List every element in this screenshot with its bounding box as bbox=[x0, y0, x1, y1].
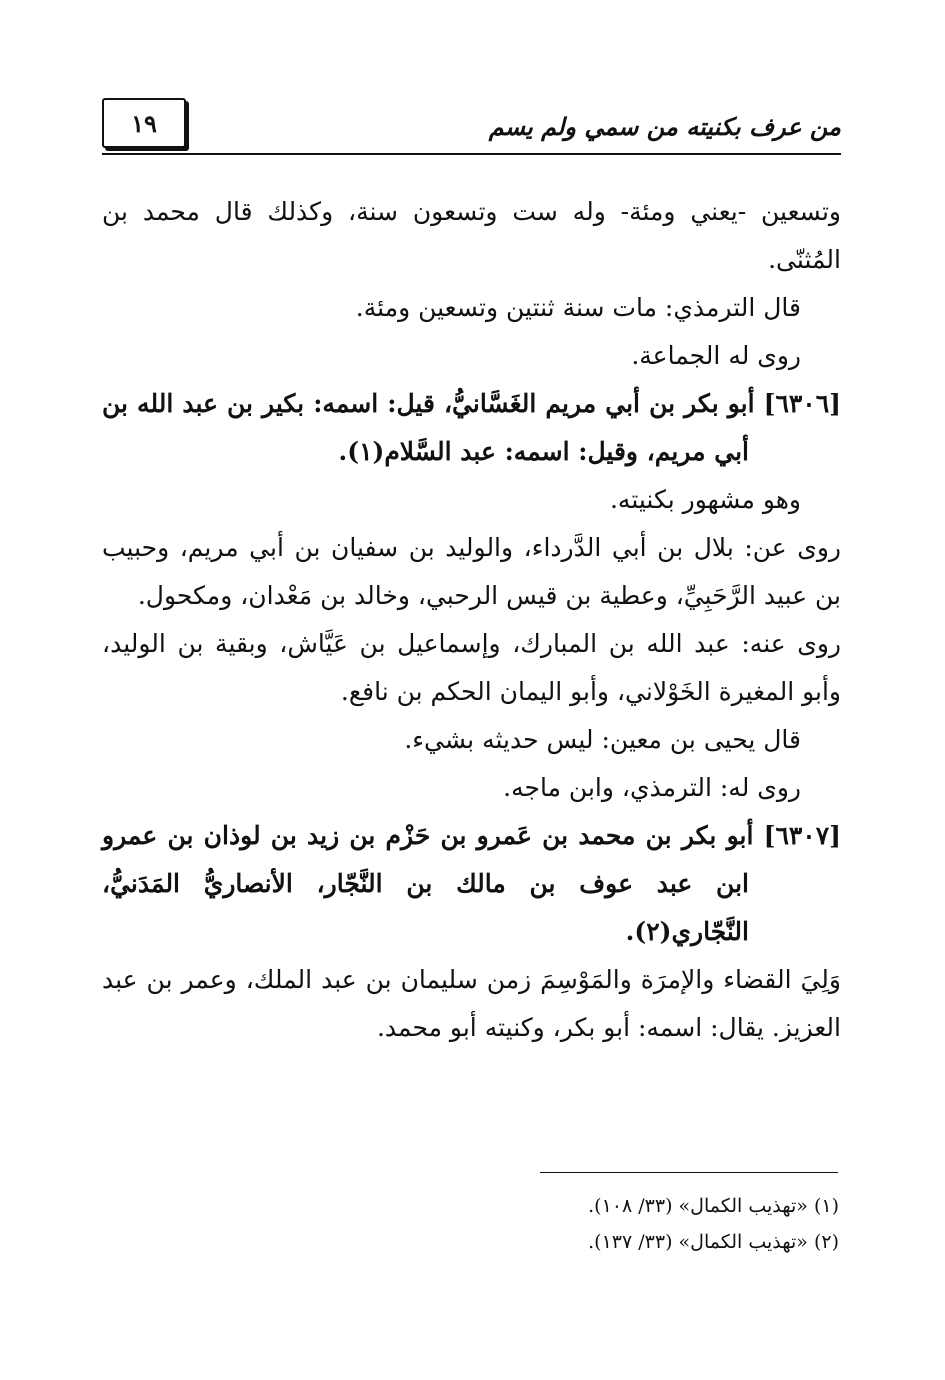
paragraph: وَلِيَ القضاء والإمرَة والمَوْسِمَ زمن سليمان بن عبد الملك، وعمر بن عبد العزيز. يقال: اسمه: أبو بكر، وكنيته أبو محمد. bbox=[102, 965, 841, 1042]
footnote: (١) «تهذيب الكمال» (٣٣/ ١٠٨). bbox=[588, 1195, 839, 1217]
paragraph: قال يحيى بن معين: ليس حديثه بشيء. bbox=[404, 725, 801, 754]
entry-heading: [٦٣٠٦] أبو بكر بن أبي مريم الغَسَّانيُّ، قيل: اسمه: بكير بن عبد الله بن أبي مريم، وقيل: اسمه: عبد السَّلام(١). bbox=[102, 389, 841, 466]
header-rule bbox=[102, 153, 841, 155]
paragraph: روى له الجماعة. bbox=[631, 341, 801, 370]
footnotes bbox=[102, 1188, 839, 1260]
body-text bbox=[102, 188, 841, 1052]
paragraph: وهو مشهور بكنيته. bbox=[609, 485, 801, 514]
footnote-rule bbox=[540, 1172, 838, 1173]
paragraph: قال الترمذي: مات سنة ثنتين وتسعين ومئة. bbox=[355, 293, 801, 322]
running-title: من عرف بكنيته من سمي ولم يسم bbox=[488, 112, 841, 141]
paragraph: وتسعين -يعني ومئة- وله ست وتسعون سنة، وكذلك قال محمد بن المُثنّى. bbox=[102, 197, 841, 274]
entry-heading: [٦٣٠٧] أبو بكر بن محمد بن عَمرو بن حَزْم بن زيد بن لوذان بن عمرو ابن عبد عوف بن مالك بن النَّجّار، الأنصاريُّ المَدَنيُّ، النَّجّاري(٢). bbox=[102, 821, 841, 946]
page-number: ١٩ bbox=[131, 108, 157, 138]
paragraph: روى عن: بلال بن أبي الدَّرداء، والوليد بن سفيان بن أبي مريم، وحبيب بن عبيد الرَّحَبِيِّ، وعطية بن قيس الرحبي، وخالد بن مَعْدان، ومكحول. bbox=[102, 533, 841, 610]
footnote: (٢) «تهذيب الكمال» (٣٣/ ١٣٧). bbox=[588, 1231, 839, 1253]
paragraph: روى عنه: عبد الله بن المبارك، وإسماعيل بن عَيَّاش، وبقية بن الوليد، وأبو المغيرة الخَوْلاني، وأبو اليمان الحكم بن نافع. bbox=[102, 629, 841, 706]
page-number-box bbox=[102, 98, 186, 148]
paragraph: روى له: الترمذي، وابن ماجه. bbox=[503, 773, 801, 802]
